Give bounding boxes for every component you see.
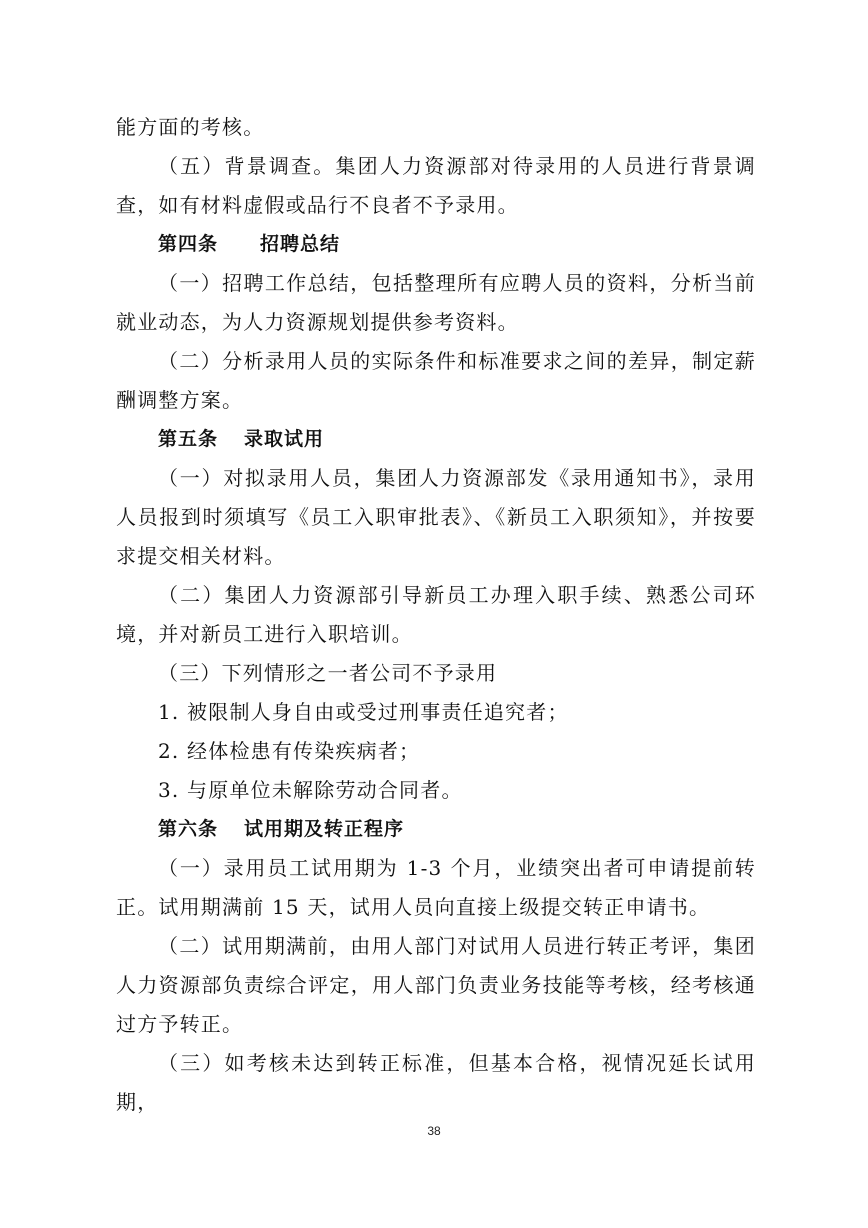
list-item: 3. 与原单位未解除劳动合同者。 bbox=[158, 778, 463, 802]
page-number: 38 bbox=[427, 1124, 441, 1138]
paragraph-background-check: （五）背景调查。集团人力资源部对待录用的人员进行背景调查，如有材料虚假或品行不良者不予录用。 bbox=[116, 154, 756, 217]
article-number: 第四条 bbox=[158, 233, 219, 255]
paragraph: （二）试用期满前，由用人部门对试用人员进行转正考评，集团人力资源部负责综合评定，用人部门负责业务技能等考核，经考核通过方予转正。 bbox=[116, 934, 756, 1036]
article-title: 试用期及转正程序 bbox=[244, 818, 405, 840]
paragraph: （二）集团人力资源部引导新员工办理入职手续、熟悉公司环境，并对新员工进行入职培训。 bbox=[116, 583, 756, 646]
paragraph: （一）对拟录用人员，集团人力资源部发《录用通知书》，录用人员报到时须填写《员工入职审批表》、《新员工入职须知》，并按要求提交相关材料。 bbox=[116, 466, 756, 568]
article-heading-4 bbox=[116, 225, 756, 264]
article-number: 第五条 bbox=[158, 428, 219, 450]
paragraph: 能方面的考核。 bbox=[116, 115, 265, 139]
paragraph: （二）分析录用人员的实际条件和标准要求之间的差异，制定薪酬调整方案。 bbox=[116, 349, 756, 412]
paragraph: （一）录用员工试用期为 1-3 个月，业绩突出者可申请提前转正。试用期满前 15 天，试用人员向直接上级提交转正申请书。 bbox=[116, 856, 756, 919]
document-body bbox=[116, 108, 756, 1122]
article-heading-5 bbox=[116, 420, 756, 459]
list-item: 2. 经体检患有传染疾病者； bbox=[158, 739, 421, 763]
article-title: 录取试用 bbox=[244, 428, 325, 450]
article-number: 第六条 bbox=[158, 818, 219, 840]
paragraph: （三）下列情形之一者公司不予录用 bbox=[158, 661, 498, 685]
list-item: 1. 被限制人身自由或受过刑事责任追究者； bbox=[158, 700, 569, 724]
paragraph: （一）招聘工作总结，包括整理所有应聘人员的资料，分析当前就业动态，为人力资源规划提供参考资料。 bbox=[116, 271, 756, 334]
article-title: 招聘总结 bbox=[260, 233, 341, 255]
article-heading-6 bbox=[116, 810, 756, 849]
paragraph: （三）如考核未达到转正标准，但基本合格，视情况延长试用期， bbox=[116, 1051, 756, 1114]
